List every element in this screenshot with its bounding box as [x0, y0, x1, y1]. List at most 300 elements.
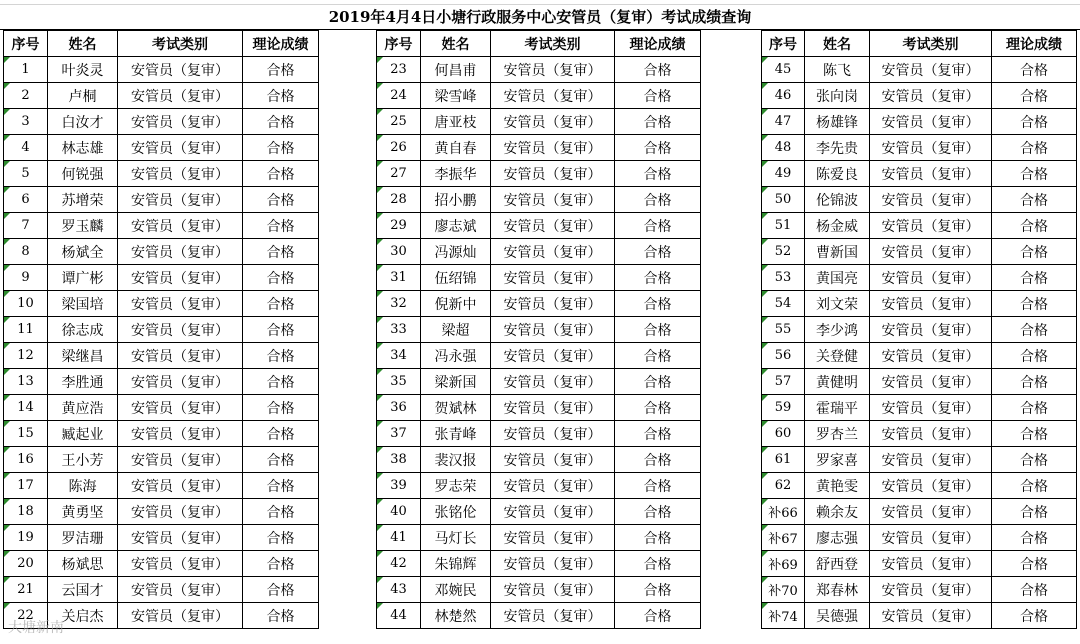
category-cell: 安管员（复审） — [491, 109, 615, 135]
table-row — [377, 135, 701, 161]
score-cell: 合格 — [615, 161, 701, 187]
table-row — [377, 343, 701, 369]
score-cell: 合格 — [992, 57, 1077, 83]
score-cell: 合格 — [992, 421, 1077, 447]
score-cell: 合格 — [243, 187, 319, 213]
seq-cell: 补74 — [762, 603, 805, 629]
score-cell: 合格 — [243, 239, 319, 265]
table-row — [377, 369, 701, 395]
score-cell: 合格 — [992, 291, 1077, 317]
name-cell: 卢桐 — [48, 83, 118, 109]
seq-cell: 14 — [4, 395, 48, 421]
seq-cell: 7 — [4, 213, 48, 239]
seq-cell: 59 — [762, 395, 805, 421]
category-cell: 安管员（复审） — [118, 213, 243, 239]
table-row — [762, 317, 1077, 343]
score-cell: 合格 — [243, 395, 319, 421]
category-cell: 安管员（复审） — [491, 473, 615, 499]
category-cell: 安管员（复审） — [870, 291, 992, 317]
seq-cell: 29 — [377, 213, 421, 239]
score-cell: 合格 — [615, 317, 701, 343]
score-cell: 合格 — [992, 473, 1077, 499]
results-table-3 — [761, 30, 1077, 629]
header-name: 姓名 — [48, 31, 118, 57]
category-cell: 安管员（复审） — [491, 343, 615, 369]
table-row — [762, 343, 1077, 369]
category-cell: 安管员（复审） — [118, 447, 243, 473]
name-cell: 罗杏兰 — [805, 421, 870, 447]
table-row — [4, 161, 319, 187]
table-row — [762, 109, 1077, 135]
category-cell: 安管员（复审） — [870, 395, 992, 421]
name-cell: 陈爱良 — [805, 161, 870, 187]
category-cell: 安管员（复审） — [870, 57, 992, 83]
category-cell: 安管员（复审） — [118, 239, 243, 265]
table-row — [377, 447, 701, 473]
seq-cell: 13 — [4, 369, 48, 395]
category-cell: 安管员（复审） — [118, 187, 243, 213]
seq-cell: 1 — [4, 57, 48, 83]
seq-cell: 45 — [762, 57, 805, 83]
score-cell: 合格 — [615, 421, 701, 447]
table-row — [4, 213, 319, 239]
seq-cell: 48 — [762, 135, 805, 161]
category-cell: 安管员（复审） — [118, 343, 243, 369]
seq-cell: 10 — [4, 291, 48, 317]
header-name: 姓名 — [805, 31, 870, 57]
name-cell: 吴德强 — [805, 603, 870, 629]
score-cell: 合格 — [243, 213, 319, 239]
score-cell: 合格 — [992, 447, 1077, 473]
name-cell: 邓婉民 — [421, 577, 491, 603]
table-row — [4, 473, 319, 499]
table-row — [377, 109, 701, 135]
table-row — [762, 603, 1077, 629]
score-cell: 合格 — [992, 239, 1077, 265]
table-row — [4, 525, 319, 551]
name-cell: 陈海 — [48, 473, 118, 499]
score-cell: 合格 — [243, 473, 319, 499]
table-row — [377, 577, 701, 603]
score-cell: 合格 — [992, 525, 1077, 551]
seq-cell: 61 — [762, 447, 805, 473]
table-row — [377, 265, 701, 291]
name-cell: 黄应浩 — [48, 395, 118, 421]
name-cell: 梁超 — [421, 317, 491, 343]
name-cell: 廖志斌 — [421, 213, 491, 239]
score-cell: 合格 — [992, 109, 1077, 135]
table-row — [762, 499, 1077, 525]
name-cell: 黄艳雯 — [805, 473, 870, 499]
name-cell: 叶炎灵 — [48, 57, 118, 83]
score-cell: 合格 — [992, 551, 1077, 577]
name-cell: 罗家喜 — [805, 447, 870, 473]
header-name: 姓名 — [421, 31, 491, 57]
score-cell: 合格 — [992, 265, 1077, 291]
category-cell: 安管员（复审） — [491, 161, 615, 187]
score-cell: 合格 — [615, 499, 701, 525]
score-cell: 合格 — [615, 473, 701, 499]
name-cell: 林志雄 — [48, 135, 118, 161]
table-row — [762, 369, 1077, 395]
seq-cell: 56 — [762, 343, 805, 369]
score-cell: 合格 — [992, 161, 1077, 187]
table-row — [4, 395, 319, 421]
page-title: 2019年4月4日小塘行政服务中心安管员（复审）考试成绩查询 — [0, 5, 1080, 30]
seq-cell: 15 — [4, 421, 48, 447]
seq-cell: 22 — [4, 603, 48, 629]
name-cell: 杨斌思 — [48, 551, 118, 577]
seq-cell: 补67 — [762, 525, 805, 551]
category-cell: 安管员（复审） — [491, 447, 615, 473]
seq-cell: 54 — [762, 291, 805, 317]
name-cell: 黄勇坚 — [48, 499, 118, 525]
name-cell: 霍瑞平 — [805, 395, 870, 421]
score-cell: 合格 — [243, 161, 319, 187]
category-cell: 安管员（复审） — [870, 239, 992, 265]
table-row — [377, 317, 701, 343]
category-cell: 安管员（复审） — [491, 395, 615, 421]
category-cell: 安管员（复审） — [491, 603, 615, 629]
score-cell: 合格 — [615, 213, 701, 239]
category-cell: 安管员（复审） — [870, 525, 992, 551]
seq-cell: 62 — [762, 473, 805, 499]
table-row — [377, 213, 701, 239]
name-cell: 臧起业 — [48, 421, 118, 447]
results-table-2 — [376, 30, 701, 629]
header-seq: 序号 — [377, 31, 421, 57]
header-score: 理论成绩 — [615, 31, 701, 57]
category-cell: 安管员（复审） — [118, 369, 243, 395]
name-cell: 杨斌全 — [48, 239, 118, 265]
score-cell: 合格 — [992, 317, 1077, 343]
score-cell: 合格 — [615, 57, 701, 83]
header-category: 考试类别 — [870, 31, 992, 57]
category-cell: 安管员（复审） — [870, 603, 992, 629]
table-row — [4, 265, 319, 291]
category-cell: 安管员（复审） — [870, 447, 992, 473]
name-cell: 郑春林 — [805, 577, 870, 603]
score-cell: 合格 — [615, 83, 701, 109]
seq-cell: 23 — [377, 57, 421, 83]
header-score: 理论成绩 — [992, 31, 1077, 57]
name-cell: 李胜通 — [48, 369, 118, 395]
category-cell: 安管员（复审） — [118, 161, 243, 187]
seq-cell: 6 — [4, 187, 48, 213]
seq-cell: 25 — [377, 109, 421, 135]
category-cell: 安管员（复审） — [491, 239, 615, 265]
seq-cell: 28 — [377, 187, 421, 213]
category-cell: 安管员（复审） — [491, 187, 615, 213]
seq-cell: 30 — [377, 239, 421, 265]
category-cell: 安管员（复审） — [491, 577, 615, 603]
score-cell: 合格 — [992, 395, 1077, 421]
table-row — [4, 187, 319, 213]
seq-cell: 补70 — [762, 577, 805, 603]
category-cell: 安管员（复审） — [870, 499, 992, 525]
score-cell: 合格 — [992, 213, 1077, 239]
category-cell: 安管员（复审） — [870, 369, 992, 395]
seq-cell: 11 — [4, 317, 48, 343]
table-row — [377, 525, 701, 551]
seq-cell: 31 — [377, 265, 421, 291]
seq-cell: 34 — [377, 343, 421, 369]
table-row — [4, 577, 319, 603]
name-cell: 梁国培 — [48, 291, 118, 317]
category-cell: 安管员（复审） — [491, 551, 615, 577]
name-cell: 谭广彬 — [48, 265, 118, 291]
seq-cell: 40 — [377, 499, 421, 525]
category-cell: 安管员（复审） — [118, 499, 243, 525]
category-cell: 安管员（复审） — [491, 213, 615, 239]
name-cell: 赖余友 — [805, 499, 870, 525]
category-cell: 安管员（复审） — [491, 57, 615, 83]
category-cell: 安管员（复审） — [870, 265, 992, 291]
category-cell: 安管员（复审） — [491, 525, 615, 551]
table-row — [4, 499, 319, 525]
seq-cell: 补69 — [762, 551, 805, 577]
name-cell: 何昌甫 — [421, 57, 491, 83]
seq-cell: 38 — [377, 447, 421, 473]
name-cell: 杨金威 — [805, 213, 870, 239]
seq-cell: 53 — [762, 265, 805, 291]
name-cell: 林楚然 — [421, 603, 491, 629]
name-cell: 冯源灿 — [421, 239, 491, 265]
seq-cell: 17 — [4, 473, 48, 499]
seq-cell: 18 — [4, 499, 48, 525]
score-cell: 合格 — [615, 577, 701, 603]
score-cell: 合格 — [992, 187, 1077, 213]
name-cell: 张铭伦 — [421, 499, 491, 525]
table-row — [762, 551, 1077, 577]
score-cell: 合格 — [992, 499, 1077, 525]
name-cell: 罗志荣 — [421, 473, 491, 499]
seq-cell: 44 — [377, 603, 421, 629]
category-cell: 安管员（复审） — [870, 213, 992, 239]
seq-cell: 24 — [377, 83, 421, 109]
name-cell: 舒西登 — [805, 551, 870, 577]
name-cell: 苏增荣 — [48, 187, 118, 213]
seq-cell: 20 — [4, 551, 48, 577]
category-cell: 安管员（复审） — [870, 109, 992, 135]
seq-cell: 21 — [4, 577, 48, 603]
header-category: 考试类别 — [491, 31, 615, 57]
table-row — [377, 57, 701, 83]
seq-cell: 50 — [762, 187, 805, 213]
category-cell: 安管员（复审） — [118, 473, 243, 499]
table-row — [377, 187, 701, 213]
table-row — [377, 421, 701, 447]
seq-cell: 3 — [4, 109, 48, 135]
table-row — [762, 83, 1077, 109]
name-cell: 陈飞 — [805, 57, 870, 83]
score-cell: 合格 — [992, 603, 1077, 629]
name-cell: 徐志成 — [48, 317, 118, 343]
score-cell: 合格 — [615, 551, 701, 577]
table-row — [4, 447, 319, 473]
table-row — [762, 447, 1077, 473]
name-cell: 李少鸿 — [805, 317, 870, 343]
category-cell: 安管员（复审） — [491, 317, 615, 343]
table-row — [762, 421, 1077, 447]
score-cell: 合格 — [615, 447, 701, 473]
name-cell: 伍绍锦 — [421, 265, 491, 291]
name-cell: 招小鹏 — [421, 187, 491, 213]
score-cell: 合格 — [615, 395, 701, 421]
seq-cell: 16 — [4, 447, 48, 473]
seq-cell: 47 — [762, 109, 805, 135]
category-cell: 安管员（复审） — [118, 57, 243, 83]
name-cell: 冯永强 — [421, 343, 491, 369]
category-cell: 安管员（复审） — [118, 395, 243, 421]
category-cell: 安管员（复审） — [118, 421, 243, 447]
score-cell: 合格 — [992, 369, 1077, 395]
seq-cell: 4 — [4, 135, 48, 161]
category-cell: 安管员（复审） — [870, 343, 992, 369]
header-category: 考试类别 — [118, 31, 243, 57]
name-cell: 杨雄锋 — [805, 109, 870, 135]
seq-cell: 36 — [377, 395, 421, 421]
score-cell: 合格 — [243, 135, 319, 161]
seq-cell: 60 — [762, 421, 805, 447]
category-cell: 安管员（复审） — [118, 525, 243, 551]
name-cell: 张向岗 — [805, 83, 870, 109]
table-row — [762, 239, 1077, 265]
category-cell: 安管员（复审） — [491, 499, 615, 525]
score-cell: 合格 — [243, 603, 319, 629]
category-cell: 安管员（复审） — [118, 135, 243, 161]
seq-cell: 52 — [762, 239, 805, 265]
table-row — [377, 603, 701, 629]
category-cell: 安管员（复审） — [491, 135, 615, 161]
name-cell: 刘文荣 — [805, 291, 870, 317]
table-row — [762, 57, 1077, 83]
name-cell: 王小芳 — [48, 447, 118, 473]
category-cell: 安管员（复审） — [491, 83, 615, 109]
score-cell: 合格 — [243, 421, 319, 447]
category-cell: 安管员（复审） — [118, 317, 243, 343]
score-cell: 合格 — [615, 291, 701, 317]
name-cell: 李先贵 — [805, 135, 870, 161]
table-row — [4, 83, 319, 109]
table-row — [377, 551, 701, 577]
score-cell: 合格 — [615, 343, 701, 369]
table-row — [377, 161, 701, 187]
table-row — [377, 473, 701, 499]
table-row — [4, 135, 319, 161]
table-row — [4, 369, 319, 395]
score-cell: 合格 — [243, 525, 319, 551]
table-row — [377, 499, 701, 525]
seq-cell: 43 — [377, 577, 421, 603]
name-cell: 梁新国 — [421, 369, 491, 395]
score-cell: 合格 — [992, 577, 1077, 603]
seq-cell: 32 — [377, 291, 421, 317]
score-cell: 合格 — [243, 369, 319, 395]
seq-cell: 5 — [4, 161, 48, 187]
header-seq: 序号 — [762, 31, 805, 57]
table-row — [762, 395, 1077, 421]
seq-cell: 35 — [377, 369, 421, 395]
seq-cell: 27 — [377, 161, 421, 187]
name-cell: 倪新中 — [421, 291, 491, 317]
category-cell: 安管员（复审） — [870, 317, 992, 343]
table-row — [762, 213, 1077, 239]
name-cell: 关启杰 — [48, 603, 118, 629]
header-seq: 序号 — [4, 31, 48, 57]
score-cell: 合格 — [615, 525, 701, 551]
seq-cell: 42 — [377, 551, 421, 577]
table-row — [762, 473, 1077, 499]
category-cell: 安管员（复审） — [870, 577, 992, 603]
score-cell: 合格 — [243, 343, 319, 369]
category-cell: 安管员（复审） — [870, 473, 992, 499]
score-cell: 合格 — [615, 603, 701, 629]
score-cell: 合格 — [615, 109, 701, 135]
seq-cell: 39 — [377, 473, 421, 499]
score-cell: 合格 — [243, 265, 319, 291]
score-cell: 合格 — [243, 551, 319, 577]
score-cell: 合格 — [243, 447, 319, 473]
name-cell: 梁继昌 — [48, 343, 118, 369]
score-cell: 合格 — [243, 317, 319, 343]
seq-cell: 补66 — [762, 499, 805, 525]
table-row — [4, 57, 319, 83]
table-row — [762, 265, 1077, 291]
category-cell: 安管员（复审） — [118, 109, 243, 135]
category-cell: 安管员（复审） — [491, 265, 615, 291]
name-cell: 罗洁珊 — [48, 525, 118, 551]
table-row — [377, 395, 701, 421]
name-cell: 曹新国 — [805, 239, 870, 265]
score-cell: 合格 — [615, 239, 701, 265]
results-table-1 — [3, 30, 319, 629]
name-cell: 廖志强 — [805, 525, 870, 551]
table-row — [4, 317, 319, 343]
score-cell: 合格 — [992, 135, 1077, 161]
seq-cell: 8 — [4, 239, 48, 265]
table-row — [762, 135, 1077, 161]
table-row — [4, 109, 319, 135]
category-cell: 安管员（复审） — [491, 291, 615, 317]
table-row — [762, 291, 1077, 317]
category-cell: 安管员（复审） — [870, 161, 992, 187]
score-cell: 合格 — [243, 499, 319, 525]
name-cell: 黄国亮 — [805, 265, 870, 291]
name-cell: 罗玉麟 — [48, 213, 118, 239]
name-cell: 云国才 — [48, 577, 118, 603]
category-cell: 安管员（复审） — [491, 369, 615, 395]
score-cell: 合格 — [243, 577, 319, 603]
table-row — [4, 291, 319, 317]
seq-cell: 9 — [4, 265, 48, 291]
category-cell: 安管员（复审） — [118, 83, 243, 109]
category-cell: 安管员（复审） — [118, 551, 243, 577]
category-cell: 安管员（复审） — [118, 577, 243, 603]
name-cell: 何锐强 — [48, 161, 118, 187]
name-cell: 李振华 — [421, 161, 491, 187]
table-row — [4, 239, 319, 265]
category-cell: 安管员（复审） — [870, 83, 992, 109]
table-row — [762, 577, 1077, 603]
table-row — [377, 239, 701, 265]
seq-cell: 57 — [762, 369, 805, 395]
score-cell: 合格 — [992, 83, 1077, 109]
score-cell: 合格 — [992, 343, 1077, 369]
category-cell: 安管员（复审） — [870, 421, 992, 447]
category-cell: 安管员（复审） — [118, 265, 243, 291]
category-cell: 安管员（复审） — [491, 421, 615, 447]
